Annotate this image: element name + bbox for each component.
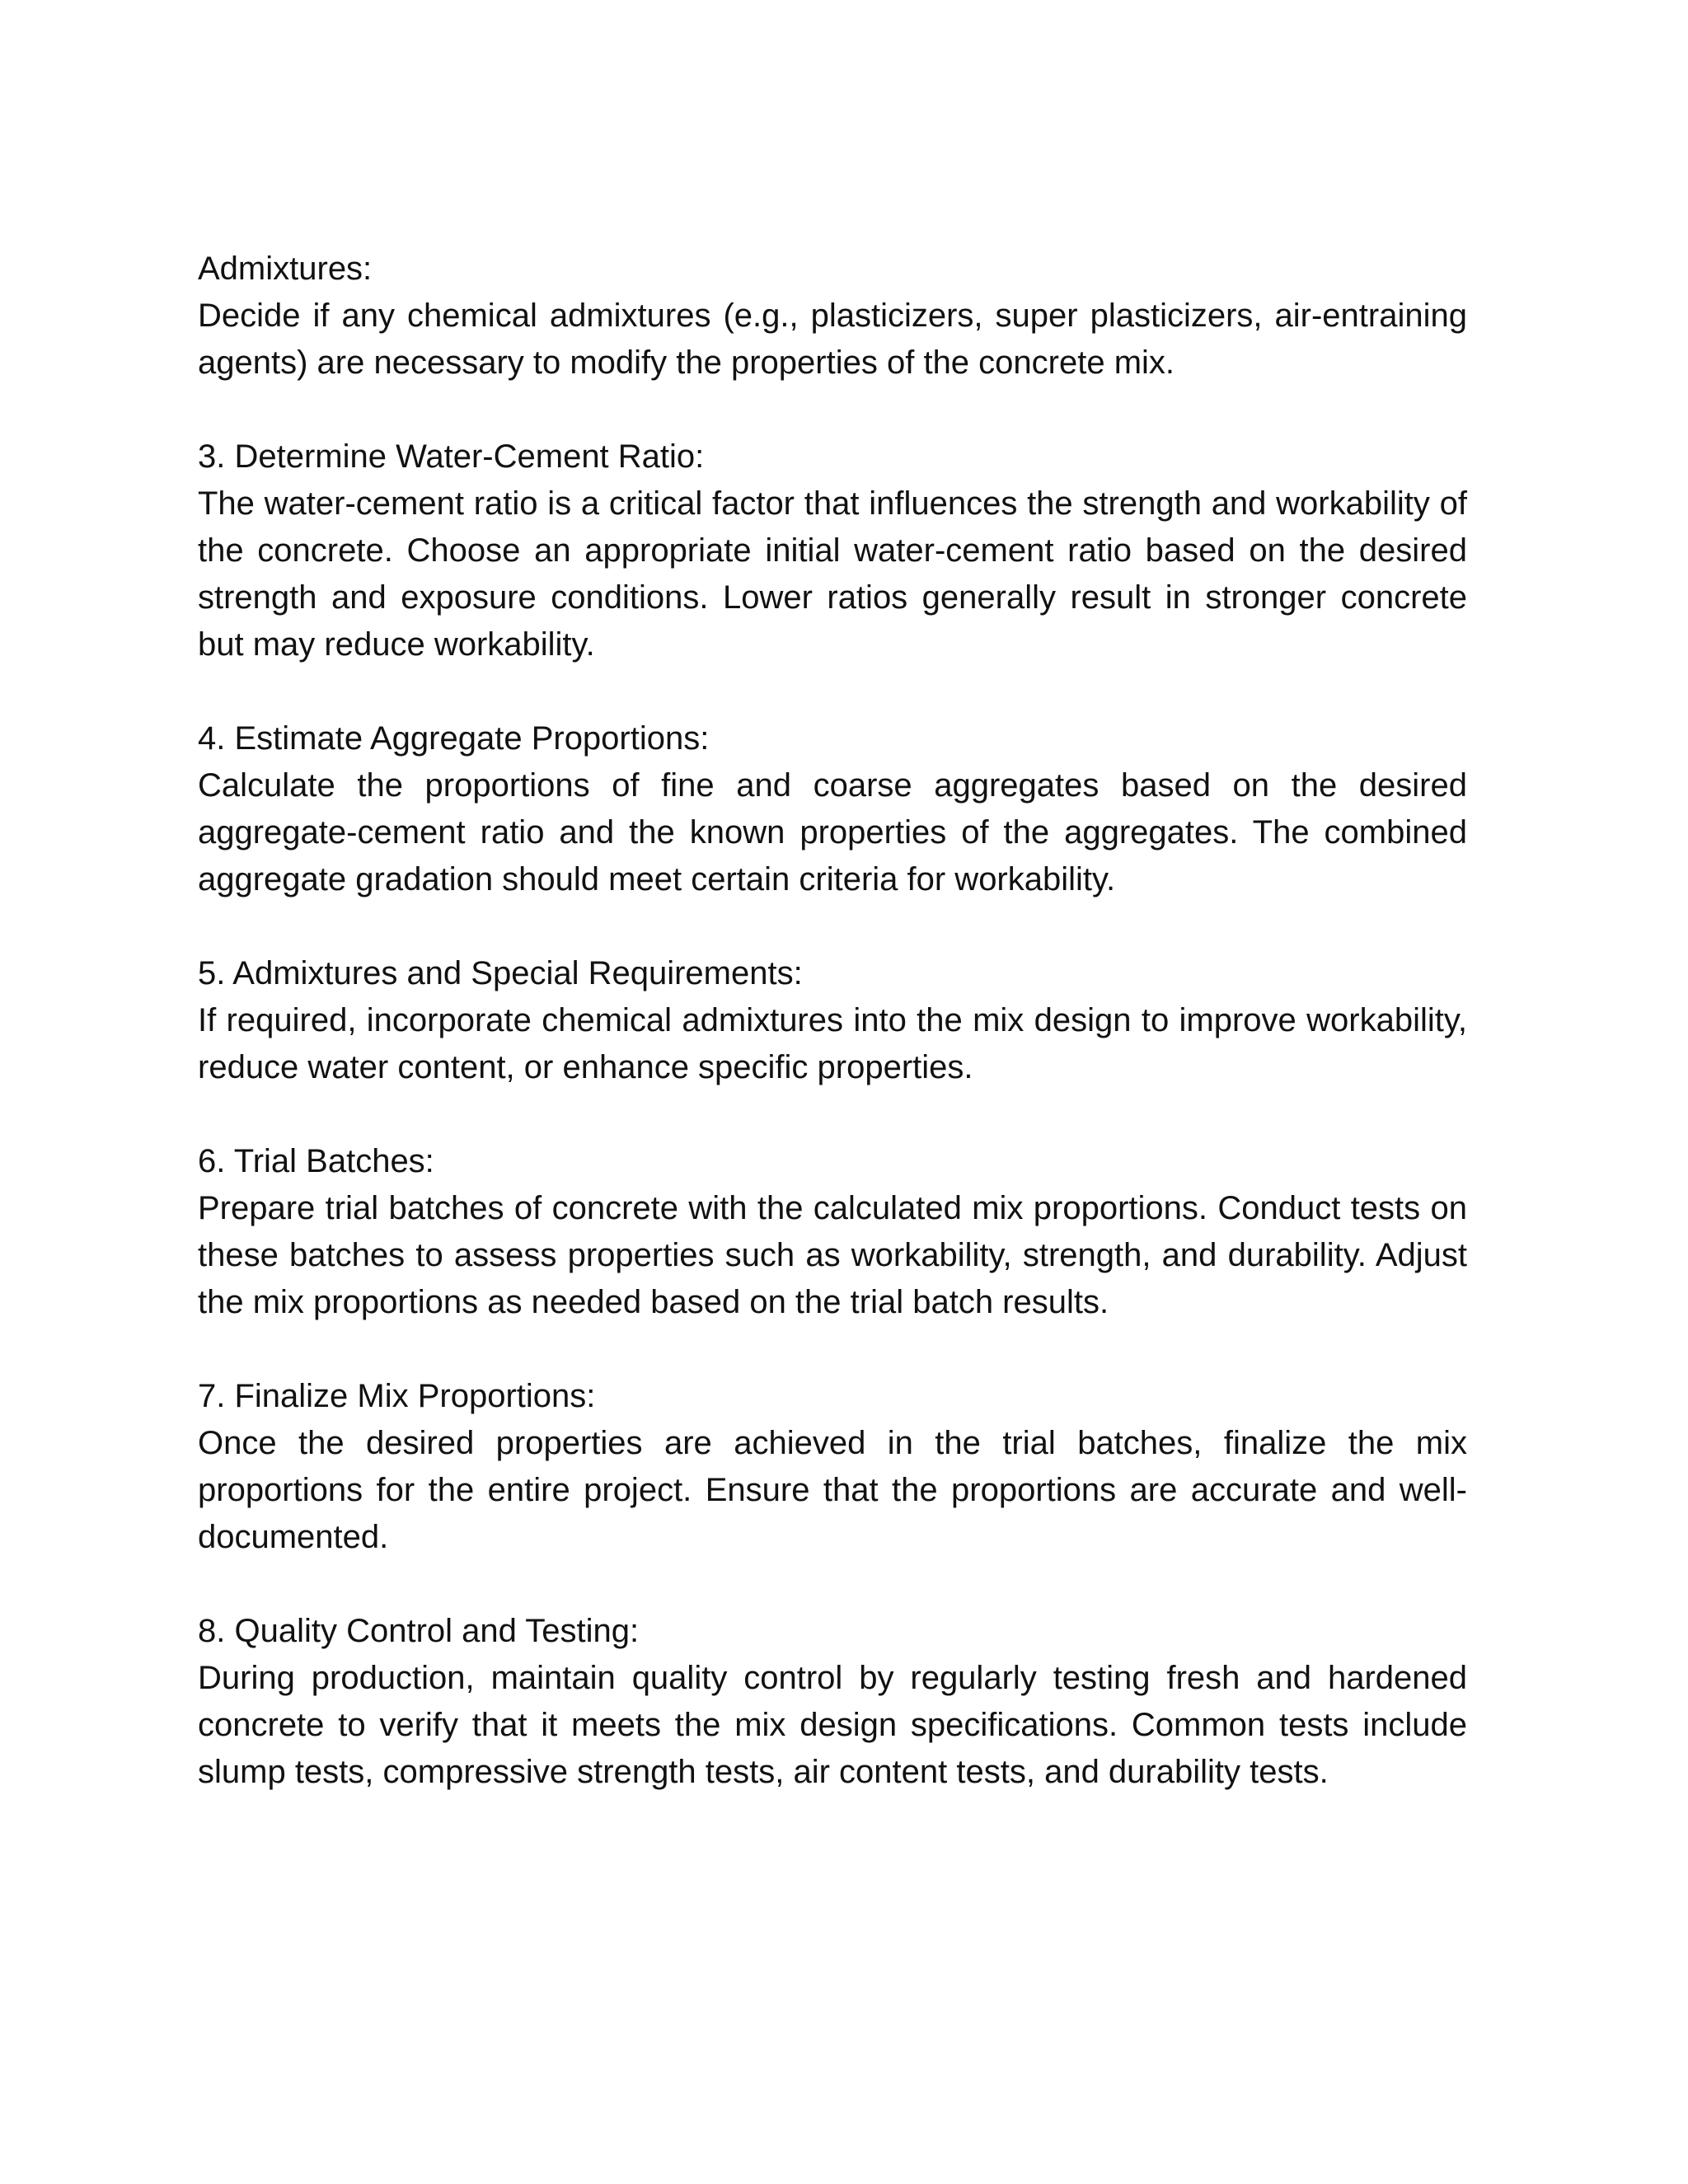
section-finalize-mix [198,1373,1467,1561]
section-water-cement-ratio [198,434,1467,668]
section-heading: 8. Quality Control and Testing: [198,1613,640,1649]
section-heading: 5. Admixtures and Special Requirements: [198,955,803,991]
section-text: Calculate the proportions of fine and coarse aggregates based on the desired aggregate-cement ratio and the known properties of the aggregates. The combined aggregate gradation should meet certain criteria for workability. [198,767,1467,898]
section-text: Prepare trial batches of concrete with the calculated mix proportions. Conduct tests on these batches to assess properties such as workability, strength, and durability. Adjust the mix proportions as needed based on the trial batch results. [198,1190,1467,1320]
section-text: If required, incorporate chemical admixtures into the mix design to improve workability, reduce water content, or enhance specific properties. [198,1002,1467,1085]
section-text: Decide if any chemical admixtures (e.g., plasticizers, super plasticizers, air-entraining agents) are necessary to modify the properties of the concrete mix. [198,298,1467,381]
section-heading: 7. Finalize Mix Proportions: [198,1378,596,1414]
section-text: During production, maintain quality control by regularly testing fresh and hardened concrete to verify that it meets the mix design specifications. Common tests include slump tests, compressive strength tests, air content tests, and durability tests. [198,1660,1467,1790]
section-trial-batches [198,1138,1467,1326]
section-heading: 4. Estimate Aggregate Proportions: [198,720,710,757]
section-heading: 3. Determine Water-Cement Ratio: [198,438,705,475]
section-aggregate-proportions [198,715,1467,903]
document-body [198,246,1467,1843]
section-admixtures [198,246,1467,387]
section-text: The water-cement ratio is a critical factor that influences the strength and workability of the concrete. Choose an appropriate initial water-cement ratio based on the desired strength and exposure conditions. Lower ratios generally result in stronger concrete but may reduce workability. [198,485,1467,663]
section-heading: 6. Trial Batches: [198,1143,434,1179]
section-text: Once the desired properties are achieved in the trial batches, finalize the mix proportions for the entire project. Ensure that the proportions are accurate and well-documented. [198,1425,1467,1555]
section-quality-control [198,1608,1467,1796]
section-special-requirements [198,950,1467,1091]
section-heading: Admixtures: [198,251,373,287]
